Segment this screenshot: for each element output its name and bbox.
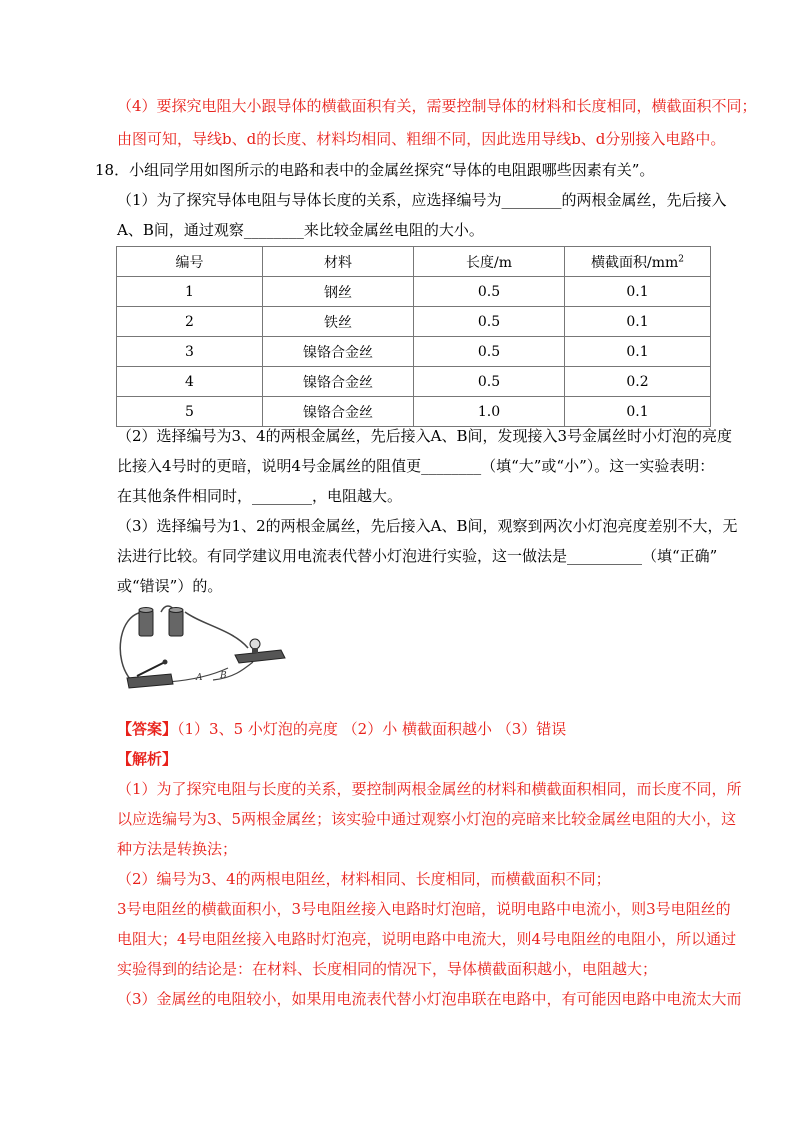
table-row xyxy=(117,277,711,307)
cell-length: 0.5 xyxy=(414,307,565,337)
part1-line-1: （1）为了探究导体电阻与导体长度的关系，应选择编号为________的两根金属丝，先后接入 xyxy=(117,191,727,209)
cell-area: 0.1 xyxy=(565,277,711,307)
header-area-label: 横截面积/mm xyxy=(590,254,679,271)
header-area xyxy=(565,247,711,277)
table-row xyxy=(117,397,711,427)
part1-line-2: A、B间，通过观察________来比较金属丝电阻的大小。 xyxy=(117,221,484,239)
cell-material: 镍铬合金丝 xyxy=(263,337,414,367)
circuit-figure xyxy=(113,600,298,695)
circuit-wire xyxy=(185,612,248,648)
answer-text: （1）3、5 小灯泡的亮度 （2）小 横截面积越小 （3）错误 xyxy=(177,720,567,738)
analysis-line-3: 种方法是转换法； xyxy=(117,840,238,858)
battery-1 xyxy=(139,610,153,636)
analysis-line-7: 实验得到的结论是：在材料、长度相同的情况下，导体横截面积越小，电阻越大； xyxy=(117,960,658,978)
cell-number: 4 xyxy=(117,367,263,397)
part3-line-1: （3）选择编号为1、2的两根金属丝，先后接入A、B间，观察到两次小灯泡亮度差别不大，无 xyxy=(117,517,738,535)
analysis-line-6: 电阻大；4号电阻丝接入电路时灯泡亮，说明电路中电流大，则4号电阻丝的电阻小，所以通过 xyxy=(117,930,737,948)
table-row xyxy=(117,307,711,337)
part2-line-3: 在其他条件相同时，________，电阻越大。 xyxy=(117,487,403,505)
terminal-b-label: B xyxy=(220,671,227,681)
part2-line-2: 比接入4号时的更暗，说明4号金属丝的阻值更________（填“大”或“小”）。这一实验表明： xyxy=(117,457,715,475)
header-number: 编号 xyxy=(117,247,263,277)
part3-line-2: 法进行比较。有同学建议用电流表代替小灯泡进行实验，这一做法是__________（填“正确” xyxy=(117,547,718,565)
battery-1-top xyxy=(139,608,153,613)
switch-board xyxy=(127,674,173,688)
header-length: 长度/m xyxy=(414,247,565,277)
cell-material: 镍铬合金丝 xyxy=(263,397,414,427)
switch-lever xyxy=(137,662,165,676)
part2-line-1: （2）选择编号为3、4的两根金属丝，先后接入A、B间，发现接入3号金属丝时小灯泡的亮度 xyxy=(117,427,733,445)
wire-table xyxy=(116,246,711,427)
table-row xyxy=(117,337,711,367)
analysis-line-5: 3号电阻丝的横截面积小，3号电阻丝接入电路时灯泡暗，说明电路中电流小，则3号电阻丝的 xyxy=(117,900,731,918)
cell-number: 1 xyxy=(117,277,263,307)
question-header xyxy=(95,159,654,181)
cell-area: 0.1 xyxy=(565,307,711,337)
lamp-bulb xyxy=(250,639,260,649)
cell-area: 0.1 xyxy=(565,397,711,427)
cell-length: 0.5 xyxy=(414,337,565,367)
prev-answer-line-1: （4）要探究电阻大小跟导体的横截面积有关，需要控制导体的材料和长度相同，横截面积不同； xyxy=(117,97,757,115)
cell-area: 0.2 xyxy=(565,367,711,397)
analysis-line-1: （1）为了探究电阻与长度的关系，要控制两根金属丝的材料和横截面积相同，而长度不同，所 xyxy=(117,780,742,798)
lamp-base xyxy=(252,648,258,653)
analysis-line-4: （2）编号为3、4的两根电阻丝，材料相同、长度相同，而横截面积不同； xyxy=(117,870,611,888)
cell-number: 3 xyxy=(117,337,263,367)
answer-line xyxy=(117,718,566,740)
header-material: 材料 xyxy=(263,247,414,277)
cell-material: 钢丝 xyxy=(263,277,414,307)
cell-number: 2 xyxy=(117,307,263,337)
cell-length: 1.0 xyxy=(414,397,565,427)
question-stem: 小组同学用如图所示的电路和表中的金属丝探究“导体的电阻跟哪些因素有关”。 xyxy=(129,161,655,179)
prev-answer-line-2: 由图可知，导线b、d的长度、材料均相同、粗细不同，因此选用导线b、d分别接入电路中。 xyxy=(117,130,726,148)
cell-number: 5 xyxy=(117,397,263,427)
cell-area: 0.1 xyxy=(565,337,711,367)
cell-length: 0.5 xyxy=(414,367,565,397)
cell-material: 镍铬合金丝 xyxy=(263,367,414,397)
question-number: 18． xyxy=(95,161,130,179)
cell-material: 铁丝 xyxy=(263,307,414,337)
battery-2-top xyxy=(169,608,183,613)
analysis-line-2: 以应选编号为3、5两根金属丝；该实验中通过观察小灯泡的亮暗来比较金属丝电阻的大小，这 xyxy=(117,810,737,828)
analysis-line-8: （3）金属丝的电阻较小，如果用电流表代替小灯泡串联在电路中，有可能因电路中电流太大而 xyxy=(117,990,742,1008)
table-header-row xyxy=(117,247,711,277)
answer-tag: 【答案】 xyxy=(117,720,178,738)
battery-2 xyxy=(169,610,183,636)
terminal-a-label: A xyxy=(196,673,203,683)
table-row xyxy=(117,367,711,397)
header-area-exponent: 2 xyxy=(678,253,684,264)
analysis-tag: 【解析】 xyxy=(117,750,178,768)
circuit-wire xyxy=(213,662,253,680)
part3-line-3: 或“错误”）的。 xyxy=(117,577,223,595)
switch-knob xyxy=(163,660,168,665)
cell-length: 0.5 xyxy=(414,277,565,307)
lamp-board xyxy=(235,650,285,663)
